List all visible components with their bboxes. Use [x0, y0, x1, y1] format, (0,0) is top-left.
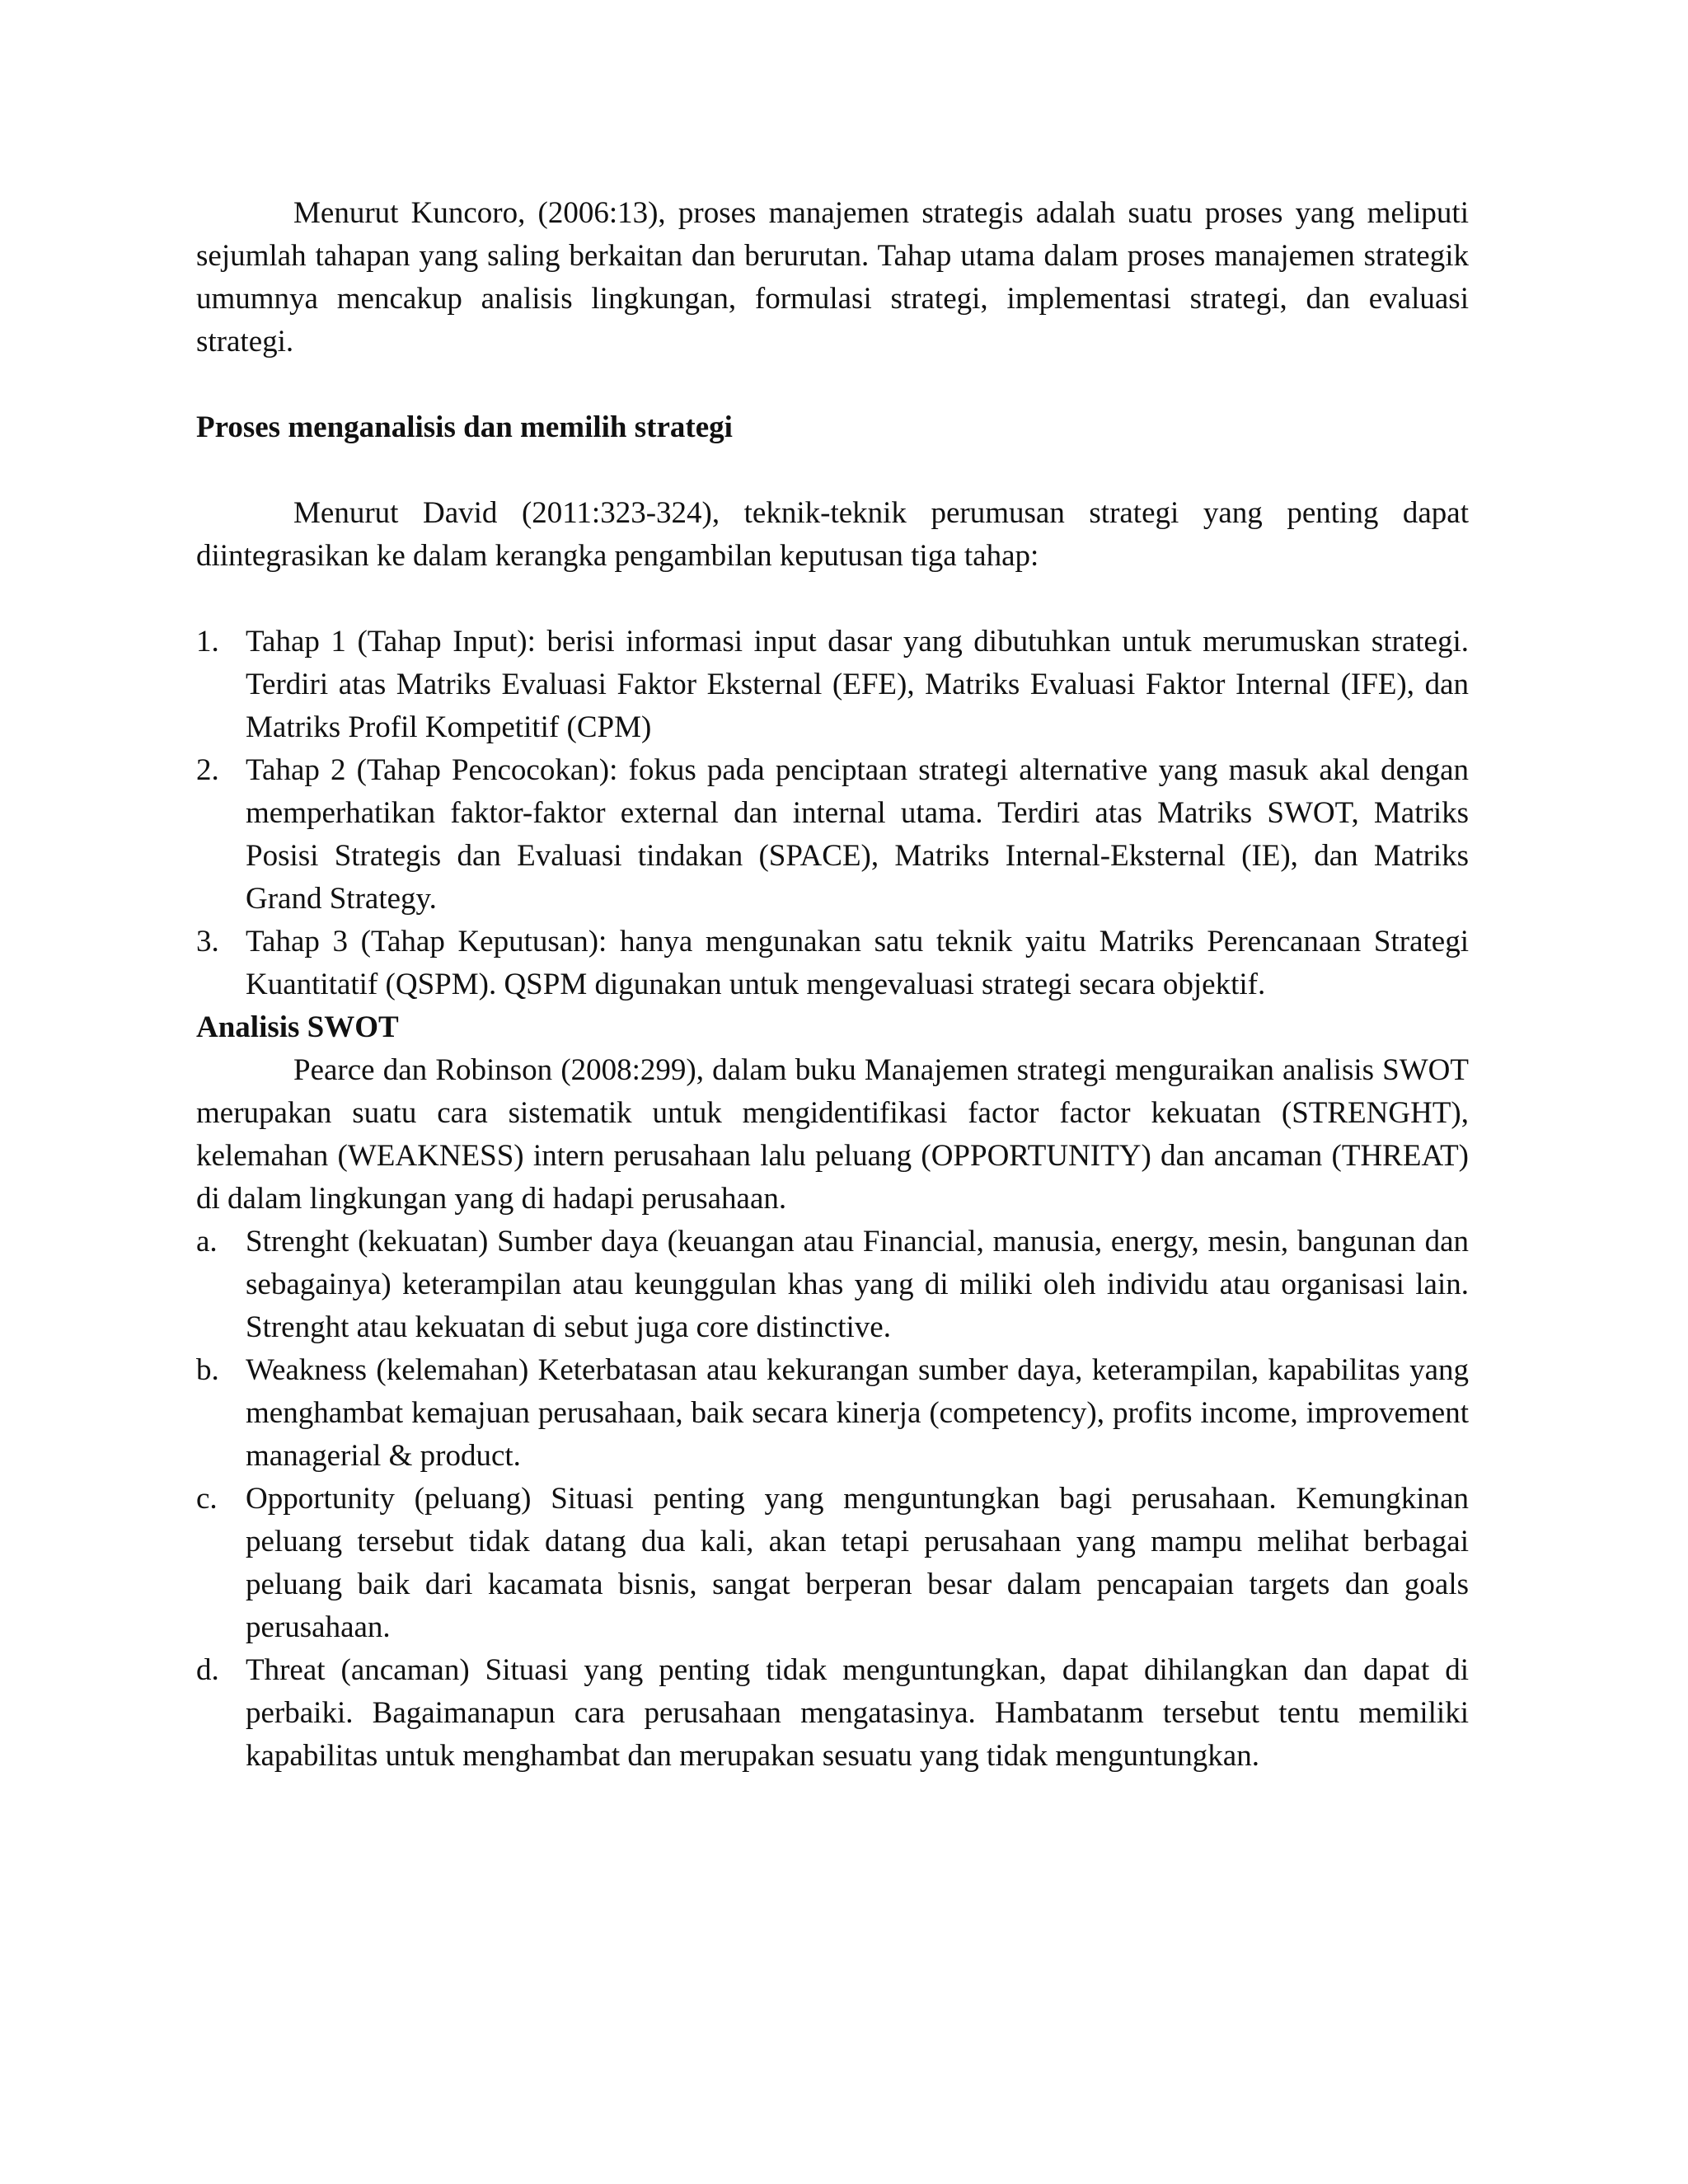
- section-heading-swot: Analisis SWOT: [196, 1010, 399, 1044]
- list-item-text: Opportunity (peluang) Situasi penting yang menguntungkan bagi perusahaan. Kemungkinan peluang tersebut tidak datang dua kali, akan tetapi perusahaan yang mampu melihat berbagai peluang baik dari kacamata bisnis, sangat berperan besar dalam pencapaian targets dan goals perusahaan.: [246, 1482, 1469, 1644]
- swot-list: [196, 1221, 1469, 1778]
- list-item-text: Threat (ancaman) Situasi yang penting tidak menguntungkan, dapat dihilangkan dan dapat di perbaiki. Bagaimanapun cara perusahaan mengatasinya. Hambatanm tersebut tentu memiliki kapabilitas untuk menghambat dan merupakan sesuatu yang tidak menguntungkan.: [246, 1653, 1469, 1773]
- list-item-text: Tahap 2 (Tahap Pencocokan): fokus pada penciptaan strategi alternative yang masuk akal dengan memperhatikan faktor-faktor external dan internal utama. Terdiri atas Matriks SWOT, Matriks Posisi Strategis dan Evaluasi tindakan (SPACE), Matriks Internal-Eksternal (IE), dan Matriks Grand Strategy.: [246, 753, 1469, 916]
- list-item: [196, 921, 1469, 1006]
- strategy-paragraph: Menurut David (2011:323-324), teknik-teknik perumusan strategi yang penting dapat diintegrasikan ke dalam kerangka pengambilan keputusan tiga tahap:: [196, 496, 1469, 573]
- list-item-text: Tahap 1 (Tahap Input): berisi informasi input dasar yang dibutuhkan untuk merumuskan strategi. Terdiri atas Matriks Evaluasi Faktor Eksternal (EFE), Matriks Evaluasi Faktor Internal (IFE), dan Matriks Profil Kompetitif (CPM): [246, 625, 1469, 744]
- list-item: [196, 621, 1469, 749]
- list-item-text: Weakness (kelemahan) Keterbatasan atau kekurangan sumber daya, keterampilan, kapabilitas yang menghambat kemajuan perusahaan, baik secara kinerja (competency), profits income, improvement managerial & product.: [246, 1353, 1469, 1473]
- list-item-text: Tahap 3 (Tahap Keputusan): hanya mengunakan satu teknik yaitu Matriks Perencanaan Strategi Kuantitatif (QSPM). QSPM digunakan untuk mengevaluasi strategi secara objektif.: [246, 925, 1469, 1001]
- list-item: [196, 1478, 1469, 1649]
- section-heading-strategy: Proses menganalisis dan memilih strategi: [196, 410, 733, 444]
- list-item: [196, 1221, 1469, 1349]
- list-marker: d.: [196, 1653, 219, 1687]
- list-item: [196, 1649, 1469, 1778]
- list-marker: a.: [196, 1225, 218, 1258]
- list-item: [196, 749, 1469, 921]
- swot-paragraph: Pearce dan Robinson (2008:299), dalam buku Manajemen strategi menguraikan analisis SWOT merupakan suatu cara sistematik untuk mengidentifikasi factor factor kekuatan (STRENGHT), kelemahan (WEAKNESS) intern perusahaan lalu peluang (OPPORTUNITY) dan ancaman (THREAT) di dalam lingkungan yang di hadapi perusahaan.: [196, 1053, 1469, 1216]
- document-body: [196, 192, 1469, 1778]
- intro-paragraph: Menurut Kuncoro, (2006:13), proses manajemen strategis adalah suatu proses yang meliputi sejumlah tahapan yang saling berkaitan dan berurutan. Tahap utama dalam proses manajemen strategik umumnya mencakup analisis lingkungan, formulasi strategi, implementasi strategi, dan evaluasi strategi.: [196, 196, 1469, 359]
- list-marker: 2.: [196, 753, 219, 787]
- list-marker: 1.: [196, 625, 219, 658]
- list-marker: 3.: [196, 925, 219, 958]
- list-marker: b.: [196, 1353, 219, 1387]
- list-marker: c.: [196, 1482, 218, 1516]
- list-item: [196, 1349, 1469, 1478]
- stage-list: [196, 621, 1469, 1006]
- list-item-text: Strenght (kekuatan) Sumber daya (keuangan atau Financial, manusia, energy, mesin, bangunan dan sebagainya) keterampilan atau keunggulan khas yang di miliki oleh individu atau organisasi lain. Strenght atau kekuatan di sebut juga core distinctive.: [246, 1225, 1469, 1344]
